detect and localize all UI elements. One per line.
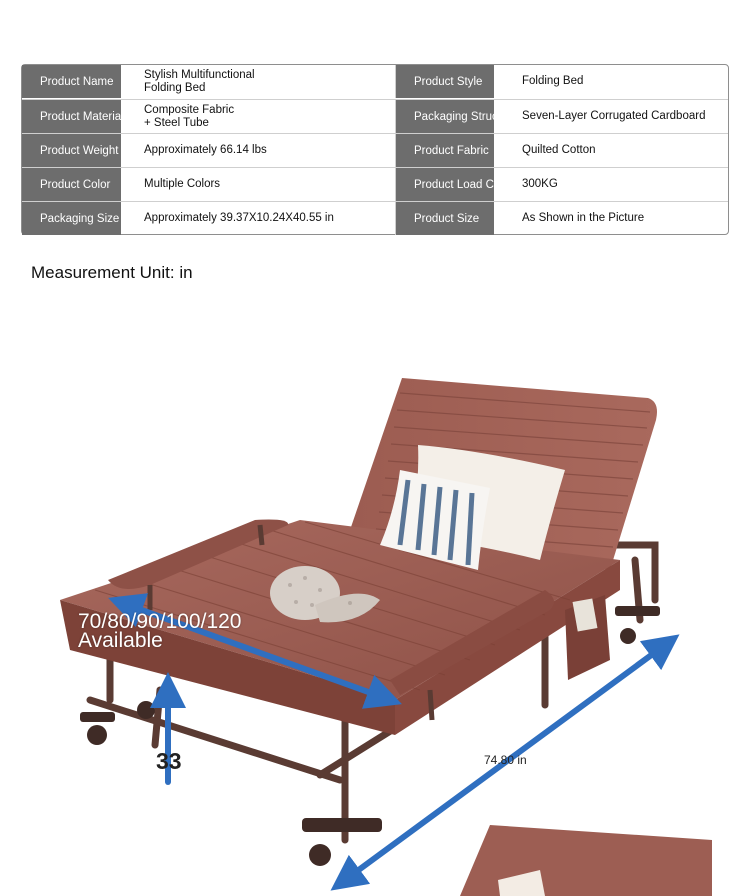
spec-value: Multiple Colors xyxy=(144,178,221,190)
spec-label: Packaging Structure xyxy=(396,100,494,133)
spec-row xyxy=(22,167,728,201)
spec-label: Product Name xyxy=(22,65,121,98)
spec-value: Stylish Multifunctional Folding Bed xyxy=(144,68,255,94)
spec-label: Product Load Capacity xyxy=(396,168,494,201)
spec-label: Product Weight xyxy=(22,134,121,167)
spec-label: Product Size xyxy=(396,202,494,235)
width-options: 70/80/90/100/120 xyxy=(78,610,242,633)
spec-row xyxy=(22,65,728,98)
length-label: 74.80 in xyxy=(484,753,527,767)
width-label xyxy=(78,612,242,650)
spec-value: Approximately 66.14 lbs xyxy=(144,144,267,156)
spec-table xyxy=(21,64,729,235)
spec-label: Product Fabric xyxy=(396,134,494,167)
spec-row xyxy=(22,133,728,167)
spec-value: Approximately 39.37X10.24X40.55 in xyxy=(144,212,334,224)
spec-value: As Shown in the Picture xyxy=(522,212,645,224)
spec-label: Product Style xyxy=(396,65,494,98)
measurement-unit: Measurement Unit: in xyxy=(31,263,193,282)
spec-label: Product Color xyxy=(22,168,121,201)
spec-label: Product Material xyxy=(22,100,121,133)
folding-bed-image xyxy=(0,300,750,896)
spec-label: Packaging Size xyxy=(22,202,121,235)
spec-value: Folding Bed xyxy=(522,75,584,87)
height-label: 33 xyxy=(156,748,182,774)
spec-row xyxy=(22,99,728,133)
spec-row xyxy=(22,201,728,235)
spec-value: Quilted Cotton xyxy=(522,144,596,156)
spec-value: Composite Fabric + Steel Tube xyxy=(144,103,235,129)
width-available: Available xyxy=(78,629,163,652)
spec-value: Seven-Layer Corrugated Cardboard xyxy=(522,110,706,122)
spec-value: 300KG xyxy=(522,178,558,190)
